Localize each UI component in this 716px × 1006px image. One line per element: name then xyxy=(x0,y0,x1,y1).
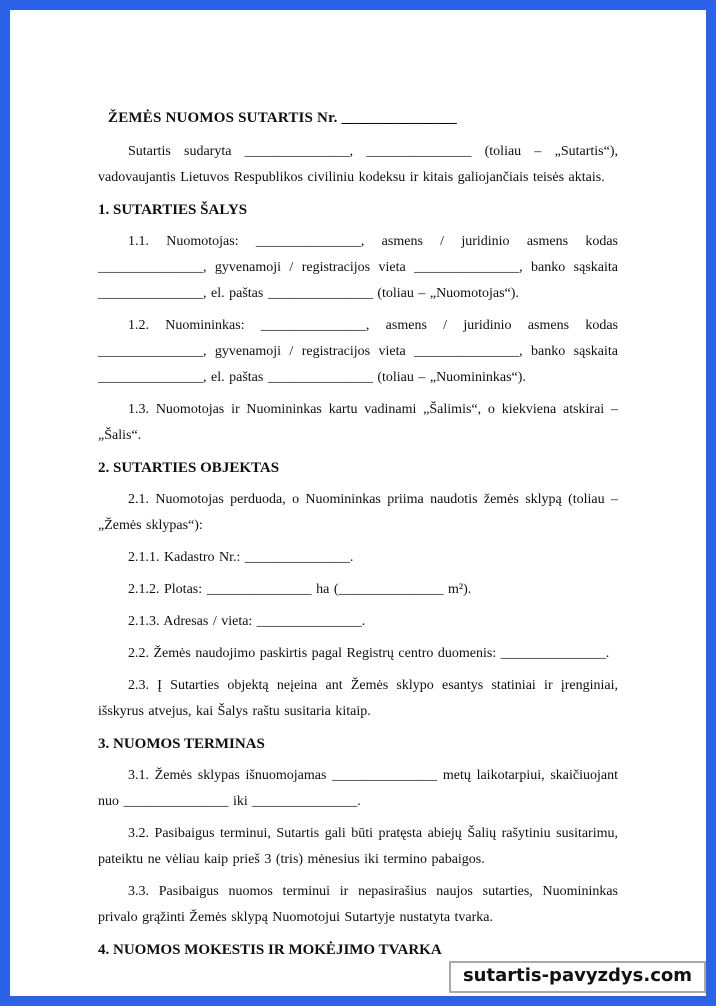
section-heading: 2. SUTARTIES OBJEKTAS xyxy=(98,460,280,476)
contract-paragraph: 2.1.3. Adresas / vieta: _______________. xyxy=(128,614,366,629)
contract-paragraph: 2.3. Į Sutarties objektą neįeina ant Žemės sklypo esantys statiniai ir įrenginiai, išskyrus atvejus, kai Šalys raštu susitaria kitaip. xyxy=(98,678,618,719)
contract-paragraph: Sutartis sudaryta _______________, _______________ (toliau – „Sutartis“), vadovaujantis Lietuvos Respublikos civiliniu kodeksu ir kitais galiojančiais teisės aktais. xyxy=(98,144,618,185)
contract-paragraph: 1.2. Nuomininkas: _______________, asmens / juridinio asmens kodas _______________, gyvenamoji / registracijos vieta _______________, banko sąskaita _______________, el. paštas _______________ (toliau – „Nuomininkas“). xyxy=(98,318,618,385)
contract-paragraph: 1.3. Nuomotojas ir Nuomininkas kartu vadinami „Šalimis“, o kiekviena atskirai – „Šalis“. xyxy=(98,402,618,443)
document-title: ŽEMĖS NUOMOS SUTARTIS Nr. _______________ xyxy=(108,110,457,126)
contract-paragraph: 1.1. Nuomotojas: _______________, asmens / juridinio asmens kodas _______________, gyvenamoji / registracijos vieta _______________, banko sąskaita _______________, el. paštas _______________ (toliau – „Nuomotojas“). xyxy=(98,234,618,301)
section-heading: 1. SUTARTIES ŠALYS xyxy=(98,202,248,218)
document-blocks xyxy=(98,139,618,963)
contract-paragraph: 2.1.2. Plotas: _______________ ha (_______________ m²). xyxy=(128,582,472,597)
section-heading: 4. NUOMOS MOKESTIS IR MOKĖJIMO TVARKA xyxy=(98,942,442,958)
contract-paragraph: 2.2. Žemės naudojimo paskirtis pagal Registrų centro duomenis: _______________. xyxy=(128,646,610,661)
contract-paragraph: 2.1. Nuomotojas perduoda, o Nuomininkas priima naudotis žemės sklypą (toliau – „Žemės sklypas“): xyxy=(98,492,618,533)
section-heading: 3. NUOMOS TERMINAS xyxy=(98,736,265,752)
contract-paragraph: 3.1. Žemės sklypas išnuomojamas _______________ metų laikotarpiui, skaičiuojant nuo _______________ iki _______________. xyxy=(98,768,618,809)
document-body xyxy=(10,10,706,963)
contract-paragraph: 3.2. Pasibaigus terminui, Sutartis gali būti pratęsta abiejų Šalių rašytiniu susitarimu, pateiktu ne vėliau kaip prieš 3 (tris) mėnesius iki termino pabaigos. xyxy=(98,826,618,867)
contract-paragraph: 2.1.1. Kadastro Nr.: _______________. xyxy=(128,550,354,565)
watermark-badge: sutartis-pavyzdys.com xyxy=(449,961,706,993)
contract-paragraph: 3.3. Pasibaigus nuomos terminui ir nepasirašius naujos sutarties, Nuomininkas privalo grąžinti Žemės sklypą Nuomotojui Sutartyje nustatyta tvarka. xyxy=(98,884,618,925)
